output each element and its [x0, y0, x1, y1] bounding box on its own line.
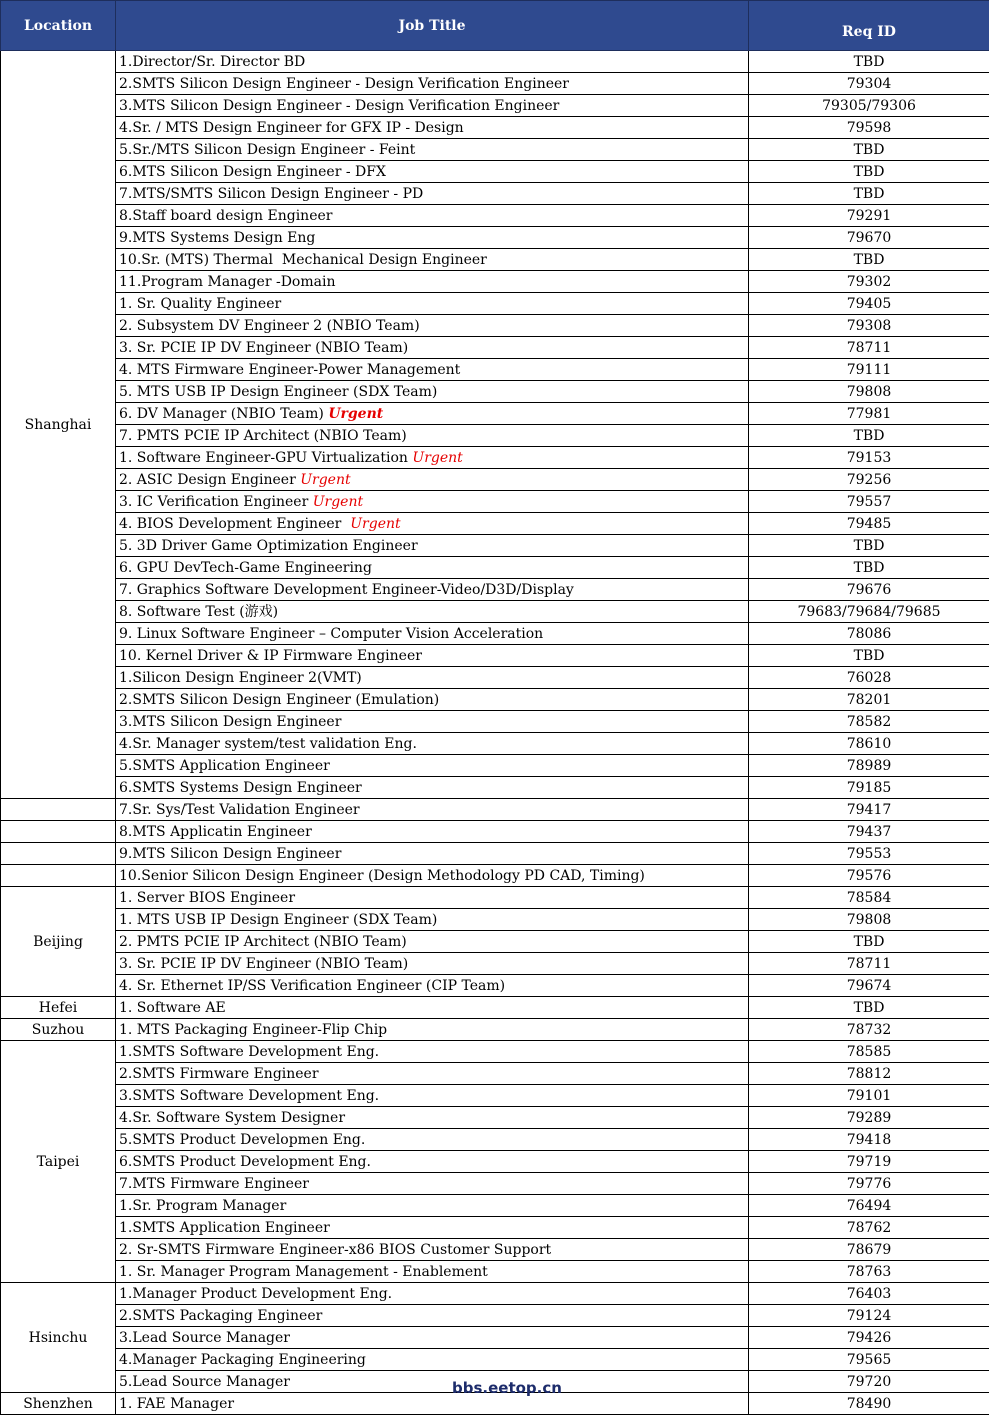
req-id-cell: 78610 — [749, 733, 989, 755]
job-title-text: 9. Linux Software Engineer – Computer Vision Acceleration — [119, 626, 543, 642]
job-title-text: 2.SMTS Silicon Design Engineer (Emulation) — [119, 692, 439, 708]
job-title-cell — [116, 205, 749, 227]
job-title-text: 5.Sr./MTS Silicon Design Engineer - Feint — [119, 142, 415, 158]
table-row — [1, 271, 989, 293]
location-cell — [1, 821, 116, 843]
table-row — [1, 205, 989, 227]
job-title-text: 8.Staff board design Engineer — [119, 208, 332, 224]
job-title-text: 4.Manager Packaging Engineering — [119, 1352, 366, 1368]
table-row — [1, 1151, 989, 1173]
table-row — [1, 447, 989, 469]
location-cell: Shanghai — [1, 51, 116, 799]
req-id-cell: 79776 — [749, 1173, 989, 1195]
job-title-cell — [116, 1063, 749, 1085]
job-title-cell — [116, 249, 749, 271]
job-title-cell — [116, 1151, 749, 1173]
table-row — [1, 1239, 989, 1261]
table-row — [1, 1063, 989, 1085]
table-row — [1, 777, 989, 799]
table-row — [1, 491, 989, 513]
table-row — [1, 1349, 989, 1371]
table-row — [1, 425, 989, 447]
location-cell: Hsinchu — [1, 1283, 116, 1393]
job-title-text: 1. Server BIOS Engineer — [119, 890, 295, 906]
table-row — [1, 1283, 989, 1305]
job-title-text: 5.SMTS Application Engineer — [119, 758, 330, 774]
job-title-cell — [116, 535, 749, 557]
job-title-cell — [116, 95, 749, 117]
req-id-cell: 79308 — [749, 315, 989, 337]
req-id-cell: 78585 — [749, 1041, 989, 1063]
req-id-cell: 79185 — [749, 777, 989, 799]
table-row — [1, 73, 989, 95]
job-title-cell — [116, 117, 749, 139]
table-row — [1, 1085, 989, 1107]
table-row — [1, 909, 989, 931]
req-id-cell: 79670 — [749, 227, 989, 249]
req-id-cell: TBD — [749, 51, 989, 73]
req-id-cell: 79124 — [749, 1305, 989, 1327]
job-title-text: 1.Director/Sr. Director BD — [119, 54, 305, 70]
req-id-cell: 79676 — [749, 579, 989, 601]
job-title-text: 10.Senior Silicon Design Engineer (Design Methodology PD CAD, Timing) — [119, 868, 645, 884]
job-title-cell — [116, 1305, 749, 1327]
header-location: Location — [1, 1, 116, 51]
table-row — [1, 711, 989, 733]
job-title-text: 1. MTS Packaging Engineer-Flip Chip — [119, 1022, 387, 1038]
job-title-cell — [116, 843, 749, 865]
job-title-text: 9.MTS Systems Design Eng — [119, 230, 315, 246]
header-row — [1, 1, 989, 51]
job-title-text: 1. MTS USB IP Design Engineer (SDX Team) — [119, 912, 437, 928]
job-title-cell — [116, 1261, 749, 1283]
job-title-cell — [116, 975, 749, 997]
urgent-tag: Urgent — [412, 450, 462, 466]
table-row — [1, 1173, 989, 1195]
req-id-cell: TBD — [749, 645, 989, 667]
req-id-cell: 79304 — [749, 73, 989, 95]
table-row — [1, 667, 989, 689]
job-title-text: 6.MTS Silicon Design Engineer - DFX — [119, 164, 386, 180]
job-title-cell — [116, 447, 749, 469]
job-title-text: 1. Software Engineer-GPU Virtualization — [119, 450, 412, 466]
job-title-cell — [116, 623, 749, 645]
job-title-cell — [116, 689, 749, 711]
req-id-cell: TBD — [749, 161, 989, 183]
urgent-tag: Urgent — [313, 494, 363, 510]
table-row — [1, 139, 989, 161]
job-title-cell — [116, 579, 749, 601]
job-title-cell — [116, 51, 749, 73]
job-title-text: 10. Kernel Driver & IP Firmware Engineer — [119, 648, 422, 664]
req-id-cell: TBD — [749, 535, 989, 557]
job-title-text: 4. BIOS Development Engineer — [119, 516, 350, 532]
job-title-text: 2.SMTS Firmware Engineer — [119, 1066, 319, 1082]
job-title-cell — [116, 425, 749, 447]
job-title-cell — [116, 777, 749, 799]
job-title-text: 1.SMTS Application Engineer — [119, 1220, 330, 1236]
job-title-cell — [116, 381, 749, 403]
table-row — [1, 161, 989, 183]
job-title-text: 3.Lead Source Manager — [119, 1330, 290, 1346]
job-title-text: 2. Subsystem DV Engineer 2 (NBIO Team) — [119, 318, 420, 334]
location-cell — [1, 865, 116, 887]
table-row — [1, 623, 989, 645]
job-title-cell — [116, 1085, 749, 1107]
job-title-cell — [116, 821, 749, 843]
req-id-cell: 79256 — [749, 469, 989, 491]
req-id-cell: 79553 — [749, 843, 989, 865]
job-title-cell — [116, 755, 749, 777]
req-id-cell: 78812 — [749, 1063, 989, 1085]
job-title-cell — [116, 293, 749, 315]
req-id-cell: 78490 — [749, 1393, 989, 1415]
table-row — [1, 117, 989, 139]
header-job-title: Job Title — [116, 1, 749, 51]
job-title-text: 2. Sr-SMTS Firmware Engineer-x86 BIOS Customer Support — [119, 1242, 551, 1258]
job-title-text: 6.SMTS Product Development Eng. — [119, 1154, 371, 1170]
table-row — [1, 1261, 989, 1283]
job-title-cell — [116, 887, 749, 909]
req-id-cell: 79485 — [749, 513, 989, 535]
table-row — [1, 1019, 989, 1041]
req-id-cell: 76403 — [749, 1283, 989, 1305]
req-id-cell: 78201 — [749, 689, 989, 711]
job-title-text: 3.MTS Silicon Design Engineer - Design Verification Engineer — [119, 98, 559, 114]
job-title-cell — [116, 645, 749, 667]
req-id-cell: TBD — [749, 139, 989, 161]
req-id-cell: 79101 — [749, 1085, 989, 1107]
job-title-cell — [116, 601, 749, 623]
job-title-text: 2.SMTS Packaging Engineer — [119, 1308, 322, 1324]
job-title-cell — [116, 139, 749, 161]
job-title-text: 6. GPU DevTech-Game Engineering — [119, 560, 372, 576]
job-title-text: 8. Software Test (游戏) — [119, 604, 278, 620]
job-title-text: 8.MTS Applicatin Engineer — [119, 824, 312, 840]
job-title-text: 4. MTS Firmware Engineer-Power Management — [119, 362, 460, 378]
table-row — [1, 997, 989, 1019]
job-title-cell — [116, 227, 749, 249]
job-title-text: 2. ASIC Design Engineer — [119, 472, 300, 488]
req-id-cell: 78732 — [749, 1019, 989, 1041]
job-title-text: 1. Software AE — [119, 1000, 226, 1016]
table-row — [1, 953, 989, 975]
job-title-text: 3.SMTS Software Development Eng. — [119, 1088, 379, 1104]
req-id-cell: 76028 — [749, 667, 989, 689]
job-title-text: 6. DV Manager (NBIO Team) — [119, 406, 328, 422]
job-title-cell — [116, 953, 749, 975]
job-title-cell — [116, 271, 749, 293]
job-title-cell — [116, 337, 749, 359]
req-id-cell: 78989 — [749, 755, 989, 777]
req-id-cell: 78679 — [749, 1239, 989, 1261]
job-title-cell — [116, 1129, 749, 1151]
job-title-text: 4.Sr. Manager system/test validation Eng. — [119, 736, 417, 752]
req-id-cell: 79598 — [749, 117, 989, 139]
req-id-cell: 79405 — [749, 293, 989, 315]
table-row — [1, 359, 989, 381]
table-row — [1, 579, 989, 601]
req-id-cell: 79302 — [749, 271, 989, 293]
job-title-text: 5.SMTS Product Developmen Eng. — [119, 1132, 365, 1148]
urgent-tag: Urgent — [300, 472, 350, 488]
table-row — [1, 403, 989, 425]
job-title-text: 1. Sr. Manager Program Management - Enablement — [119, 1264, 488, 1280]
table-row — [1, 51, 989, 73]
req-id-cell: 78584 — [749, 887, 989, 909]
urgent-tag: Urgent — [350, 516, 400, 532]
req-id-cell: 78086 — [749, 623, 989, 645]
table-row — [1, 821, 989, 843]
req-id-cell: TBD — [749, 249, 989, 271]
job-title-cell — [116, 1349, 749, 1371]
job-title-cell — [116, 491, 749, 513]
job-title-cell — [116, 1173, 749, 1195]
req-id-cell: 79808 — [749, 909, 989, 931]
req-id-cell: 79720 — [749, 1371, 989, 1393]
location-cell: Beijing — [1, 887, 116, 997]
table-row — [1, 1129, 989, 1151]
job-title-cell — [116, 1019, 749, 1041]
job-title-text: 2. PMTS PCIE IP Architect (NBIO Team) — [119, 934, 407, 950]
req-id-cell: 79808 — [749, 381, 989, 403]
req-id-cell: TBD — [749, 931, 989, 953]
req-id-cell: TBD — [749, 557, 989, 579]
header-req-id: Req ID — [749, 1, 989, 51]
table-row — [1, 1305, 989, 1327]
job-title-text: 7.MTS Firmware Engineer — [119, 1176, 309, 1192]
job-title-text: 1.Sr. Program Manager — [119, 1198, 286, 1214]
job-title-cell — [116, 183, 749, 205]
req-id-cell: 79289 — [749, 1107, 989, 1129]
job-title-text: 6.SMTS Systems Design Engineer — [119, 780, 362, 796]
req-id-cell: 79418 — [749, 1129, 989, 1151]
req-id-cell: 78711 — [749, 337, 989, 359]
job-title-text: 4.Sr. / MTS Design Engineer for GFX IP - Design — [119, 120, 464, 136]
job-title-cell — [116, 799, 749, 821]
location-cell: Suzhou — [1, 1019, 116, 1041]
table-row — [1, 381, 989, 403]
watermark: bbs.eetop.cn — [452, 1379, 562, 1397]
location-cell — [1, 843, 116, 865]
table-row — [1, 1107, 989, 1129]
job-title-cell — [116, 931, 749, 953]
job-title-text: 3. Sr. PCIE IP DV Engineer (NBIO Team) — [119, 956, 408, 972]
job-title-text: 3. IC Verification Engineer — [119, 494, 313, 510]
job-title-text: 1.Silicon Design Engineer 2(VMT) — [119, 670, 362, 686]
req-id-cell: 79153 — [749, 447, 989, 469]
req-id-cell: TBD — [749, 997, 989, 1019]
job-title-text: 9.MTS Silicon Design Engineer — [119, 846, 341, 862]
table-row — [1, 1327, 989, 1349]
job-title-cell — [116, 1107, 749, 1129]
table-row — [1, 1217, 989, 1239]
table-row — [1, 733, 989, 755]
job-title-cell — [116, 403, 749, 425]
table-row — [1, 843, 989, 865]
job-title-cell — [116, 557, 749, 579]
table-row — [1, 1041, 989, 1063]
table-row — [1, 513, 989, 535]
job-title-text: 10.Sr. (MTS) Thermal Mechanical Design Engineer — [119, 252, 487, 268]
job-title-text: 5. 3D Driver Game Optimization Engineer — [119, 538, 418, 554]
req-id-cell: 79557 — [749, 491, 989, 513]
job-title-cell — [116, 1239, 749, 1261]
job-title-text: 1.SMTS Software Development Eng. — [119, 1044, 379, 1060]
table-row — [1, 1195, 989, 1217]
job-title-cell — [116, 1195, 749, 1217]
req-id-cell: 78763 — [749, 1261, 989, 1283]
req-id-cell: 79417 — [749, 799, 989, 821]
job-title-cell — [116, 1217, 749, 1239]
table-row — [1, 887, 989, 909]
location-cell: Hefei — [1, 997, 116, 1019]
job-title-cell — [116, 667, 749, 689]
job-title-cell — [116, 909, 749, 931]
req-id-cell: TBD — [749, 183, 989, 205]
job-title-text: 7.Sr. Sys/Test Validation Engineer — [119, 802, 360, 818]
job-title-text: 3.MTS Silicon Design Engineer — [119, 714, 341, 730]
job-title-cell — [116, 315, 749, 337]
job-title-text: 5. MTS USB IP Design Engineer (SDX Team) — [119, 384, 437, 400]
job-title-text: 4.Sr. Software System Designer — [119, 1110, 345, 1126]
req-id-cell: 79305/79306 — [749, 95, 989, 117]
job-title-cell — [116, 1283, 749, 1305]
req-id-cell: TBD — [749, 425, 989, 447]
req-id-cell: 79719 — [749, 1151, 989, 1173]
req-id-cell: 78582 — [749, 711, 989, 733]
job-title-cell — [116, 711, 749, 733]
req-id-cell: 79683/79684/79685 — [749, 601, 989, 623]
job-title-cell — [116, 733, 749, 755]
table-row — [1, 315, 989, 337]
req-id-cell: 79565 — [749, 1349, 989, 1371]
job-title-cell — [116, 469, 749, 491]
table-row — [1, 249, 989, 271]
table-row — [1, 601, 989, 623]
req-id-cell: 78711 — [749, 953, 989, 975]
req-id-cell: 79426 — [749, 1327, 989, 1349]
job-title-cell — [116, 1371, 749, 1393]
table-row — [1, 183, 989, 205]
table-row — [1, 689, 989, 711]
job-title-cell — [116, 1327, 749, 1349]
job-title-text: 1.Manager Product Development Eng. — [119, 1286, 392, 1302]
job-title-text: 1. Sr. Quality Engineer — [119, 296, 281, 312]
job-title-text: 4. Sr. Ethernet IP/SS Verification Engineer (CIP Team) — [119, 978, 505, 994]
job-title-cell — [116, 997, 749, 1019]
job-title-cell — [116, 73, 749, 95]
table-row — [1, 293, 989, 315]
req-id-cell: 78762 — [749, 1217, 989, 1239]
location-cell — [1, 799, 116, 821]
job-title-text: 2.SMTS Silicon Design Engineer - Design Verification Engineer — [119, 76, 569, 92]
location-cell: Taipei — [1, 1041, 116, 1283]
table-body — [1, 51, 989, 1415]
table-row — [1, 645, 989, 667]
table-row — [1, 95, 989, 117]
req-id-cell: 79674 — [749, 975, 989, 997]
req-id-cell: 79291 — [749, 205, 989, 227]
location-cell: Shenzhen — [1, 1393, 116, 1415]
job-title-cell — [116, 1393, 749, 1415]
table-row — [1, 799, 989, 821]
table-row — [1, 557, 989, 579]
table-row — [1, 865, 989, 887]
req-id-cell: 79576 — [749, 865, 989, 887]
job-title-cell — [116, 359, 749, 381]
job-title-text: 7. PMTS PCIE IP Architect (NBIO Team) — [119, 428, 407, 444]
table-row — [1, 975, 989, 997]
job-title-text: 1. FAE Manager — [119, 1396, 234, 1412]
job-title-cell — [116, 1041, 749, 1063]
table-row — [1, 469, 989, 491]
job-title-text: 3. Sr. PCIE IP DV Engineer (NBIO Team) — [119, 340, 408, 356]
job-title-text: 5.Lead Source Manager — [119, 1374, 290, 1390]
job-title-cell — [116, 513, 749, 535]
req-id-cell: 79111 — [749, 359, 989, 381]
req-id-cell: 79437 — [749, 821, 989, 843]
job-title-text: 7.MTS/SMTS Silicon Design Engineer - PD — [119, 186, 423, 202]
table-row — [1, 227, 989, 249]
job-title-text: 7. Graphics Software Development Engineer-Video/D3D/Display — [119, 582, 574, 598]
table-row — [1, 337, 989, 359]
job-title-cell — [116, 865, 749, 887]
table-row — [1, 535, 989, 557]
table-row — [1, 755, 989, 777]
job-title-cell — [116, 161, 749, 183]
table-row — [1, 931, 989, 953]
job-title-text: 11.Program Manager -Domain — [119, 274, 335, 290]
req-id-cell: 76494 — [749, 1195, 989, 1217]
req-id-cell: 77981 — [749, 403, 989, 425]
urgent-tag: Urgent — [328, 406, 383, 422]
